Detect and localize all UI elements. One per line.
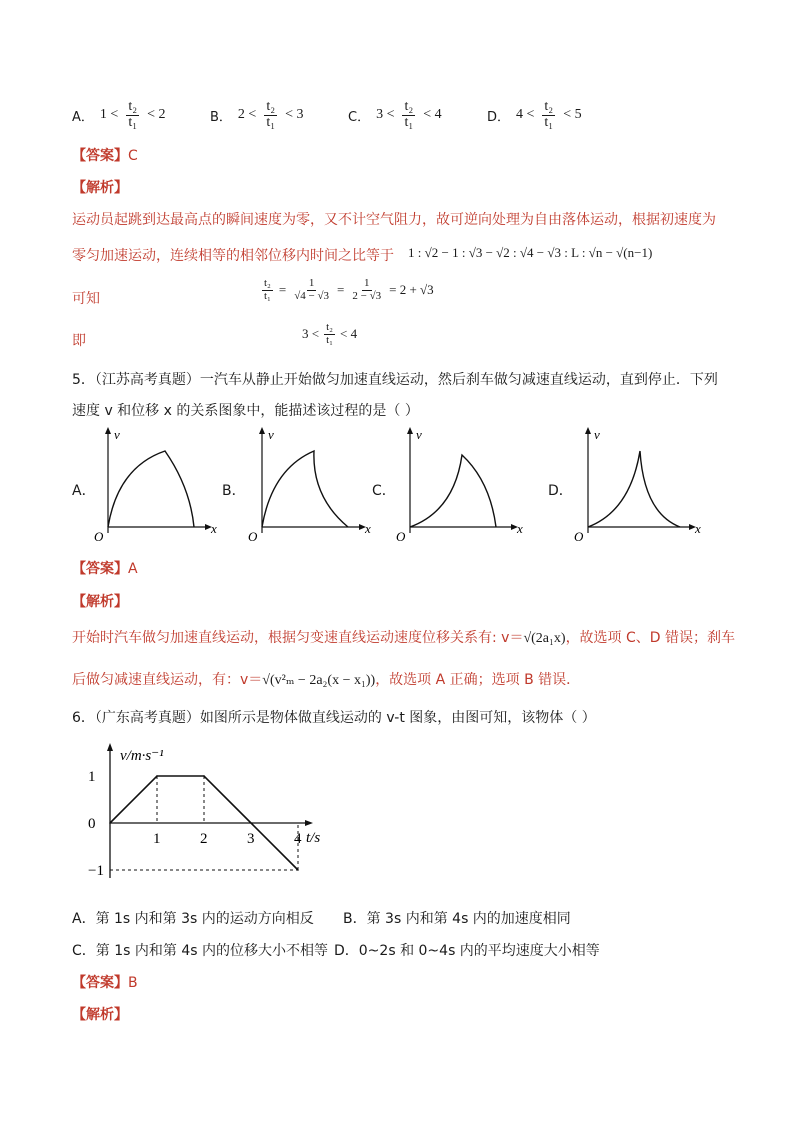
fraction-denominator: 2 − √3 bbox=[352, 289, 382, 302]
y-axis-arrow bbox=[107, 743, 113, 751]
q4-kezhi-label: 可知 bbox=[72, 291, 100, 307]
analysis-text: ，故选项 C、D 错误；刹车 bbox=[565, 630, 736, 646]
fraction-numerator: t₂ bbox=[404, 99, 414, 114]
option-letter: D． bbox=[487, 109, 511, 125]
q5-graph-b bbox=[244, 425, 374, 547]
y-tick-label: −1 bbox=[88, 863, 104, 879]
x-tick-label: 4 bbox=[294, 831, 302, 847]
data-point bbox=[297, 869, 299, 871]
fraction-numerator: t₂ bbox=[266, 99, 276, 114]
q4-ji-label: 即 bbox=[72, 333, 86, 349]
y-axis-label: v bbox=[268, 427, 274, 442]
analysis-formula: √(v²ₘ − 2a₂(x − x₁)) bbox=[262, 673, 376, 688]
analysis-text: 后做匀减速直线运动，有：v＝ bbox=[72, 672, 263, 688]
fraction-denominator: t₁ bbox=[326, 333, 333, 346]
y-axis-label: v bbox=[416, 427, 422, 442]
x-tick-label: 3 bbox=[247, 831, 255, 847]
equation-result: = 2 + √3 bbox=[389, 282, 434, 298]
q6-option-b: B．第 3s 内和第 4s 内的加速度相同 bbox=[343, 911, 571, 927]
q6-vt-chart bbox=[80, 738, 340, 896]
q4-analysis-label: 【解析】 bbox=[72, 180, 128, 196]
q5-graph-d-letter: D． bbox=[548, 483, 573, 499]
fraction-denominator: t₁ bbox=[128, 114, 138, 130]
option-lower-bound: 4 < bbox=[516, 107, 535, 123]
q4-time-ratio: 1 : √2 − 1 : √3 − √2 : √4 − √3 : L : √n − √(n−1) bbox=[408, 245, 653, 260]
fraction-denominator: t₁ bbox=[404, 114, 414, 130]
q4-option-a bbox=[72, 100, 166, 130]
x-axis-label: x bbox=[211, 521, 217, 536]
answer-label: 【答案】 bbox=[72, 975, 128, 991]
x-tick-label: 2 bbox=[200, 831, 208, 847]
data-point bbox=[203, 775, 205, 777]
fraction-numerator: 1 bbox=[308, 277, 315, 289]
q5-graph-c bbox=[392, 425, 526, 547]
q5-graph-d bbox=[570, 425, 704, 547]
answer-label: 【答案】 bbox=[72, 148, 128, 164]
x-axis-label: x bbox=[695, 521, 701, 536]
q5-graph-b-letter: B． bbox=[222, 483, 246, 499]
x-axis-label: x bbox=[517, 521, 523, 536]
option-upper-bound: < 5 bbox=[563, 107, 582, 123]
option-letter: B． bbox=[210, 109, 232, 125]
option-lower-bound: 3 < bbox=[376, 107, 395, 123]
option-lower-bound: 1 < bbox=[99, 107, 119, 123]
fraction-denominator: t₁ bbox=[544, 114, 554, 130]
option-letter: C． bbox=[348, 109, 371, 125]
origin-label: O bbox=[574, 529, 584, 544]
q5-answer bbox=[72, 558, 138, 578]
origin-label: O bbox=[248, 529, 258, 544]
option-lower-bound: 2 < bbox=[237, 107, 257, 123]
fraction-denominator: √4 − √3 bbox=[294, 289, 330, 302]
origin-label: O bbox=[94, 529, 104, 544]
y-tick-label: 0 bbox=[88, 816, 96, 832]
fraction-numerator: t₂ bbox=[264, 277, 271, 289]
q4-ji-inequality bbox=[302, 322, 357, 346]
q4-answer bbox=[72, 145, 138, 165]
q4-option-d bbox=[487, 100, 582, 130]
option-upper-bound: < 2 bbox=[147, 107, 166, 123]
q4-kezhi-equation: $\frac{\text{t₂}}{\text{t₁}}$ = $\frac{1}{√4 - √3}$ = $\frac{1}{2 - √3}$ = 2 + √3 bbox=[264, 277, 434, 302]
data-point bbox=[109, 822, 111, 824]
q4-option-b bbox=[210, 100, 304, 130]
y-tick-label: 1 bbox=[88, 769, 96, 785]
fraction-numerator: t₂ bbox=[326, 321, 333, 333]
q4-option-c bbox=[348, 100, 442, 130]
answer-label: 【答案】 bbox=[72, 561, 128, 577]
data-point bbox=[156, 775, 158, 777]
inequality-upper: < 4 bbox=[340, 326, 358, 342]
fraction-numerator: 1 bbox=[364, 277, 370, 289]
fraction-denominator: t₁ bbox=[266, 114, 276, 130]
fraction-numerator: t₂ bbox=[128, 99, 138, 114]
q6-option-d: D．0~2s 和 0~4s 内的平均速度大小相等 bbox=[334, 943, 600, 959]
y-axis-label: v/m·s⁻¹ bbox=[120, 748, 164, 764]
q6-option-c: C．第 1s 内和第 4s 内的位移大小不相等 bbox=[72, 943, 328, 959]
analysis-text: 开始时汽车做匀加速直线运动，根据匀变速直线运动速度位移关系有: v＝ bbox=[72, 630, 524, 646]
fraction-denominator: t₁ bbox=[264, 289, 271, 302]
q5-graph-a-letter: A． bbox=[72, 483, 96, 499]
q5-stem-line2: 速度 v 和位移 x 的关系图象中，能描述该过程的是（ ） bbox=[72, 403, 419, 419]
fraction-numerator: t₂ bbox=[544, 99, 554, 114]
origin-label: O bbox=[396, 529, 406, 544]
answer-value: B bbox=[128, 975, 138, 991]
x-axis-label: x bbox=[365, 521, 371, 536]
analysis-formula: √(2a₁x) bbox=[523, 631, 566, 646]
data-point bbox=[250, 822, 252, 824]
answer-value: A bbox=[128, 561, 138, 577]
q4-analysis-line1: 运动员起跳到达最高点的瞬间速度为零，又不计空气阻力，故可逆向处理为自由落体运动，根据初速度为 bbox=[72, 212, 716, 228]
x-axis-arrow bbox=[305, 820, 313, 826]
q6-answer bbox=[72, 972, 138, 992]
y-axis-label: v bbox=[594, 427, 600, 442]
q5-graph-a bbox=[90, 425, 220, 547]
q5-stem-line1: 5．（江苏高考真题）一汽车从静止开始做匀加速直线运动，然后刹车做匀减速直线运动，直到停止．下列 bbox=[72, 372, 718, 388]
y-axis-label: v bbox=[114, 427, 120, 442]
q5-analysis-label: 【解析】 bbox=[72, 594, 128, 610]
inequality-lower: 3 < bbox=[302, 326, 320, 342]
option-upper-bound: < 3 bbox=[285, 107, 304, 123]
q5-graph-c-letter: C． bbox=[372, 483, 396, 499]
q5-analysis-line1 bbox=[72, 627, 735, 647]
x-axis-label: t/s bbox=[306, 830, 321, 846]
answer-value: C bbox=[128, 148, 138, 164]
analysis-text: ，故选项 A 正确；选项 B 错误． bbox=[375, 672, 581, 688]
option-letter: A． bbox=[72, 109, 94, 125]
option-upper-bound: < 4 bbox=[423, 107, 442, 123]
q4-analysis-line2: 零匀加速运动，连续相等的相邻位移内时间之比等于 bbox=[72, 248, 394, 264]
q6-analysis-label: 【解析】 bbox=[72, 1007, 128, 1023]
q5-analysis-line2 bbox=[72, 669, 580, 689]
q6-stem: 6．（广东高考真题）如图所示是物体做直线运动的 v-t 图象，由图可知，该物体（ ） bbox=[72, 710, 596, 726]
q6-option-a: A．第 1s 内和第 3s 内的运动方向相反 bbox=[72, 911, 314, 927]
x-tick-label: 1 bbox=[153, 831, 161, 847]
